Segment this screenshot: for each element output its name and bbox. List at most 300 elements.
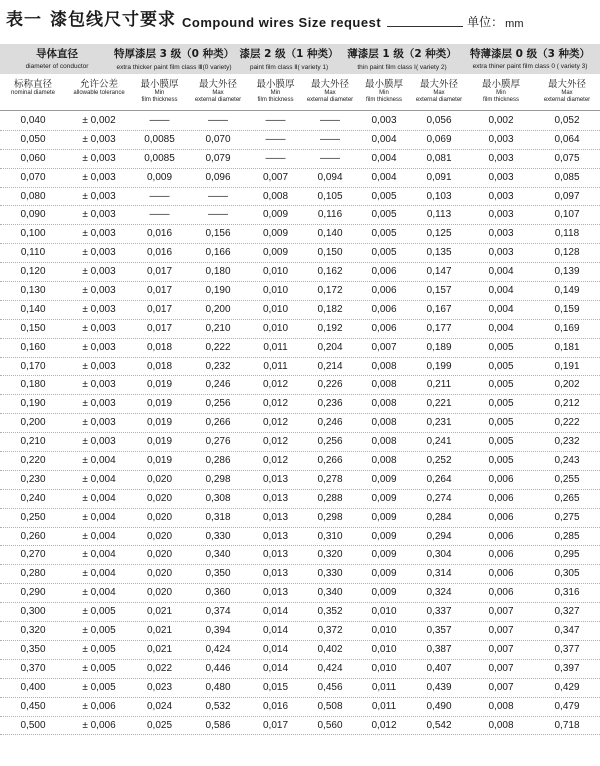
title-text-en: Compound wires Size request: [182, 15, 382, 30]
table-cell: 0,103: [426, 190, 452, 202]
table-cell: 0,017: [262, 719, 289, 731]
table-cell: 0,397: [554, 662, 580, 674]
table-row: [0, 698, 600, 717]
table-cell: 0,014: [262, 606, 289, 618]
table-cell: 0,407: [426, 662, 452, 674]
table-cell: 0,330: [317, 568, 343, 580]
table-cell: 0,005: [371, 247, 397, 259]
table-row: [0, 301, 600, 320]
table-cell: 0,190: [205, 285, 231, 297]
table-cell: 0,304: [426, 549, 452, 561]
table-cell: 0,246: [205, 379, 231, 391]
table-cell: 0,532: [205, 700, 231, 712]
table-cell: 0,255: [554, 473, 580, 485]
table-cell: 0,012: [371, 719, 397, 731]
table-cell: 0,166: [205, 247, 231, 259]
table-cell: 0,011: [371, 681, 397, 693]
table-cell: 0,147: [426, 266, 452, 278]
table-cell: 0,241: [426, 436, 452, 448]
table-cell: 0,182: [317, 303, 343, 315]
table-cell: 0,199: [426, 360, 452, 372]
table-row: [0, 528, 600, 547]
table-cell: 0,424: [205, 643, 231, 655]
table-cell: 0,009: [371, 530, 397, 542]
table-row: [0, 339, 600, 358]
table-cell: 0,330: [205, 530, 231, 542]
table-cell: ——: [208, 190, 228, 202]
table-cell: 0,003: [488, 247, 514, 259]
table-cell: 0,180: [20, 379, 46, 391]
table-cell: 0,202: [554, 379, 580, 391]
table-cell: 0,214: [317, 360, 343, 372]
table-cell: 0,005: [488, 455, 514, 467]
table-cell: 0,007: [488, 681, 514, 693]
table-cell: ± 0,006: [82, 719, 116, 731]
table-cell: 0,340: [205, 549, 231, 561]
table-cell: 0,013: [262, 568, 289, 580]
table-cell: 0,456: [317, 681, 343, 693]
table-cell: ± 0,003: [82, 152, 116, 164]
table-cell: 0,003: [488, 152, 514, 164]
group-header-cn: 导体直径: [36, 48, 78, 60]
table-cell: 0,314: [426, 568, 452, 580]
table-cell: 0,019: [146, 417, 173, 429]
table-cell: 0,008: [371, 379, 397, 391]
table-cell: ——: [265, 152, 286, 164]
table-cell: 0,480: [205, 681, 231, 693]
table-cell: 0,018: [146, 341, 173, 353]
table-cell: ± 0,003: [82, 417, 116, 429]
table-cell: 0,008: [488, 719, 514, 731]
column-header-en: external diameter: [415, 97, 463, 103]
table-cell: 0,352: [317, 606, 343, 618]
column-header-en: Min: [270, 90, 281, 96]
table-row: [0, 679, 600, 698]
table-cell: ± 0,005: [82, 662, 116, 674]
column-header: [132, 76, 187, 104]
table-cell: ± 0,003: [82, 398, 116, 410]
table-cell: 0,010: [262, 285, 289, 297]
table-cell: ± 0,005: [82, 606, 116, 618]
table-cell: 0,226: [317, 379, 343, 391]
table-cell: 0,374: [205, 606, 231, 618]
table-cell: 0,015: [262, 681, 289, 693]
column-header-en: Min: [154, 90, 165, 96]
table-cell: 0,007: [488, 643, 514, 655]
table-cell: 0,212: [554, 398, 580, 410]
table-cell: 0,350: [20, 643, 46, 655]
row-divider: [0, 734, 600, 735]
column-header-en: nominal diamete: [10, 90, 56, 96]
table-cell: 0,024: [146, 700, 173, 712]
table-cell: 0,490: [426, 700, 452, 712]
table-cell: ± 0,004: [82, 549, 116, 561]
table-row: [0, 150, 600, 169]
table-cell: 0,080: [20, 190, 46, 202]
table-cell: 0,014: [262, 662, 289, 674]
table-cell: ——: [208, 209, 228, 221]
table-cell: 0,010: [262, 303, 289, 315]
table-cell: 0,016: [146, 228, 173, 240]
table-cell: ——: [149, 115, 170, 126]
table-cell: 0,070: [20, 171, 46, 183]
table-cell: 0,286: [205, 455, 231, 467]
table-cell: 0,019: [146, 455, 173, 467]
table-cell: 0,439: [426, 681, 452, 693]
column-header-en: Max: [433, 90, 445, 96]
unit-label: 单位：: [467, 15, 504, 29]
table-cell: ——: [320, 133, 340, 145]
table-cell: ± 0,003: [82, 247, 116, 259]
table-cell: 0,284: [426, 511, 452, 523]
table-cell: 0,006: [488, 473, 514, 485]
table-cell: 0,264: [426, 473, 452, 485]
table-cell: 0,016: [262, 700, 289, 712]
table-row: [0, 452, 600, 471]
table-cell: 0,004: [488, 322, 514, 334]
table-cell: 0,149: [554, 285, 580, 297]
table-cell: 0,017: [146, 322, 173, 334]
table-cell: 0,172: [317, 285, 343, 297]
table-cell: 0,246: [317, 417, 343, 429]
table-cell: 0,387: [426, 643, 452, 655]
table-cell: 0,003: [488, 190, 514, 202]
table-cell: 0,266: [317, 455, 343, 467]
table-cell: 0,013: [262, 473, 289, 485]
table-cell: 0,007: [371, 341, 397, 353]
table-cell: 0,012: [262, 379, 289, 391]
table-cell: 0,040: [20, 115, 46, 126]
table-row: [0, 641, 600, 660]
table-cell: 0,295: [554, 549, 580, 561]
table-cell: 0,318: [205, 511, 231, 523]
table-cell: 0,005: [488, 436, 514, 448]
table-cell: 0,294: [426, 530, 452, 542]
table-cell: 0,113: [426, 209, 452, 221]
column-header-en: allowable tolerance: [73, 90, 125, 96]
table-cell: ± 0,004: [82, 587, 116, 599]
table-cell: 0,377: [554, 643, 580, 655]
column-header-en: external diameter: [194, 97, 242, 103]
table-cell: ± 0,006: [82, 700, 116, 712]
table-row: [0, 263, 600, 282]
table-cell: 0,004: [371, 133, 397, 145]
table-cell: 0,008: [488, 700, 514, 712]
table-cell: 0,008: [371, 436, 397, 448]
table-cell: 0,508: [317, 700, 343, 712]
table-cell: 0,243: [554, 455, 580, 467]
table-cell: ± 0,003: [82, 341, 116, 353]
table-cell: 0,070: [205, 133, 231, 145]
table-row: [0, 112, 600, 131]
table-cell: 0,003: [488, 171, 514, 183]
table-cell: 0,190: [20, 398, 46, 410]
table-cell: 0,278: [317, 473, 343, 485]
column-header-row: [0, 76, 600, 110]
table-cell: 0,003: [488, 133, 514, 145]
table-cell: 0,250: [20, 511, 46, 523]
table-cell: 0,110: [20, 247, 46, 259]
table-cell: 0,298: [317, 511, 343, 523]
column-header-en: Max: [212, 90, 224, 96]
table-cell: 0,446: [205, 662, 231, 674]
group-header-class-0: [460, 44, 600, 70]
table-cell: 0,013: [262, 492, 289, 504]
table-cell: ——: [320, 115, 340, 126]
table-cell: 0,560: [317, 719, 343, 731]
table-cell: 0,320: [20, 625, 46, 637]
table-row: [0, 509, 600, 528]
table-cell: ± 0,003: [82, 190, 116, 202]
table-cell: ± 0,004: [82, 455, 116, 467]
table-cell: 0,020: [146, 492, 173, 504]
column-header-cn: 最小膜厚: [140, 79, 179, 90]
table-cell: 0,125: [426, 228, 452, 240]
table-cell: 0,162: [317, 266, 343, 278]
table-cell: 0,003: [488, 228, 514, 240]
table-cell: 0,010: [371, 606, 397, 618]
table-cell: ——: [149, 190, 170, 202]
column-header-en: Max: [324, 90, 336, 96]
table-cell: 0,004: [488, 303, 514, 315]
column-header-cn: 允许公差: [79, 79, 118, 90]
table-row: [0, 584, 600, 603]
group-header-band: [0, 44, 600, 74]
table-cell: 0,320: [317, 549, 343, 561]
table-cell: 0,009: [371, 549, 397, 561]
table-cell: 0,091: [426, 171, 452, 183]
table-cell: 0,116: [317, 209, 343, 221]
column-header: [358, 76, 410, 104]
table-cell: 0,500: [20, 719, 46, 731]
table-cell: 0,056: [426, 115, 452, 126]
table-cell: 0,014: [262, 625, 289, 637]
column-header: [534, 76, 600, 104]
table-cell: 0,128: [554, 247, 580, 259]
table-cell: 0,006: [488, 587, 514, 599]
table-cell: 0,150: [317, 247, 343, 259]
table-cell: 0,288: [317, 492, 343, 504]
table-cell: 0,012: [262, 436, 289, 448]
column-header-en: film thickness: [365, 97, 402, 103]
table-cell: 0,009: [371, 473, 397, 485]
table-cell: ± 0,004: [82, 511, 116, 523]
table-cell: 0,004: [371, 171, 397, 183]
table-cell: 0,222: [205, 341, 231, 353]
table-row: [0, 225, 600, 244]
table-cell: 0,096: [205, 171, 231, 183]
table-row: [0, 131, 600, 150]
table-cell: ± 0,003: [82, 209, 116, 221]
table-cell: 0,012: [262, 398, 289, 410]
table-cell: 0,006: [488, 568, 514, 580]
table-cell: 0,139: [554, 266, 580, 278]
column-header-cn: 最大外径: [547, 79, 586, 90]
table-cell: 0,256: [317, 436, 343, 448]
table-row: [0, 206, 600, 225]
table-cell: 0,479: [554, 700, 580, 712]
group-header-class-1: [344, 44, 460, 71]
table-cell: 0,170: [20, 360, 46, 372]
table-cell: 0,025: [146, 719, 173, 731]
table-cell: 0,298: [205, 473, 231, 485]
table-cell: 0,006: [488, 530, 514, 542]
table-cell: 0,300: [20, 606, 46, 618]
table-cell: ——: [265, 115, 286, 126]
table-cell: 0,009: [371, 492, 397, 504]
table-cell: 0,003: [488, 209, 514, 221]
table-cell: 0,007: [488, 606, 514, 618]
table-cell: 0,006: [371, 285, 397, 297]
table-row: [0, 490, 600, 509]
table-row: [0, 358, 600, 377]
table-cell: 0,016: [146, 247, 173, 259]
table-cell: 0,157: [426, 285, 452, 297]
table-cell: ± 0,003: [82, 228, 116, 240]
table-cell: 0,013: [262, 511, 289, 523]
table-cell: 0,060: [20, 152, 46, 164]
table-cell: 0,020: [146, 530, 173, 542]
table-cell: 0,009: [371, 511, 397, 523]
column-header-cn: 最小膜厚: [256, 79, 295, 90]
table-cell: 0,424: [317, 662, 343, 674]
table-cell: 0,019: [146, 398, 173, 410]
table-cell: ——: [320, 152, 340, 164]
table-cell: 0,156: [205, 228, 231, 240]
table-cell: 0,308: [205, 492, 231, 504]
table-cell: 0,008: [371, 398, 397, 410]
column-header-cn: 标称直径: [13, 79, 52, 90]
table-cell: 0,340: [317, 587, 343, 599]
table-cell: 0,007: [262, 171, 289, 183]
table-cell: 0,008: [262, 190, 289, 202]
table-cell: 0,135: [426, 247, 452, 259]
table-cell: ± 0,003: [82, 379, 116, 391]
table-cell: 0,140: [20, 303, 46, 315]
table-cell: 0,200: [205, 303, 231, 315]
table-cell: ——: [149, 209, 170, 221]
table-cell: 0,210: [205, 322, 231, 334]
table-cell: 0,211: [426, 379, 452, 391]
table-cell: 0,159: [554, 303, 580, 315]
table-cell: 0,316: [554, 587, 580, 599]
table-cell: ± 0,005: [82, 625, 116, 637]
table-cell: 0,167: [426, 303, 452, 315]
table-cell: 0,079: [205, 152, 231, 164]
table-row: [0, 169, 600, 188]
table-cell: 0,005: [488, 360, 514, 372]
table-cell: 0,350: [205, 568, 231, 580]
table-cell: 0,010: [371, 662, 397, 674]
table-cell: ± 0,004: [82, 473, 116, 485]
table-cell: 0,260: [20, 530, 46, 542]
table-cell: 0,280: [20, 568, 46, 580]
table-cell: 0,006: [488, 492, 514, 504]
table-row: [0, 622, 600, 641]
column-header-cn: 最大外径: [310, 79, 349, 90]
table-cell: 0,009: [262, 228, 289, 240]
table-cell: ± 0,004: [82, 568, 116, 580]
table-cell: 0,100: [20, 228, 46, 240]
table-cell: 0,429: [554, 681, 580, 693]
table-cell: 0,020: [146, 549, 173, 561]
table-cell: 0,005: [488, 398, 514, 410]
group-header-en: diameter of conductor: [25, 63, 89, 70]
table-cell: ± 0,005: [82, 643, 116, 655]
table-cell: 0,023: [146, 681, 173, 693]
table-cell: ± 0,005: [82, 681, 116, 693]
group-header-en: paint film class Ⅱ( variety 1): [249, 64, 329, 71]
table-cell: 0,177: [426, 322, 452, 334]
table-cell: 0,005: [371, 190, 397, 202]
table-cell: 0,020: [146, 511, 173, 523]
table-cell: 0,450: [20, 700, 46, 712]
table-cell: 0,150: [20, 322, 46, 334]
table-cell: 0,081: [426, 152, 452, 164]
table-cell: 0,357: [426, 625, 452, 637]
title-label-cn: 表一: [6, 10, 42, 30]
table-cell: ± 0,003: [82, 360, 116, 372]
table-body: [0, 112, 600, 735]
table-cell: 0,094: [317, 171, 343, 183]
table-cell: 0,005: [488, 379, 514, 391]
table-cell: 0,140: [317, 228, 343, 240]
table-cell: 0,327: [554, 606, 580, 618]
column-header-en: Min: [379, 90, 389, 96]
table-cell: 0,013: [262, 549, 289, 561]
table-cell: 0,020: [146, 568, 173, 580]
table-cell: 0,180: [205, 266, 231, 278]
table-cell: 0,372: [317, 625, 343, 637]
table-cell: 0,008: [371, 455, 397, 467]
table-cell: 0,021: [146, 643, 173, 655]
table-row: [0, 546, 600, 565]
table-cell: 0,210: [20, 436, 46, 448]
table-cell: 0,231: [426, 417, 452, 429]
table-cell: 0,232: [554, 436, 580, 448]
table-cell: 0,052: [554, 115, 580, 126]
table-cell: 0,337: [426, 606, 452, 618]
table-cell: 0,020: [146, 473, 173, 485]
table-cell: 0,013: [262, 587, 289, 599]
table-cell: 0,305: [554, 568, 580, 580]
table-cell: 0,006: [488, 511, 514, 523]
table-cell: 0,050: [20, 133, 46, 145]
column-header-en: Min: [496, 90, 506, 96]
table-cell: ± 0,003: [82, 285, 116, 297]
table-cell: ± 0,004: [82, 492, 116, 504]
group-header-en: extra thicker paint film class Ⅲ(0 variety): [116, 64, 232, 71]
table-cell: 0,009: [146, 171, 173, 183]
column-header-en: external diameter: [306, 97, 354, 103]
table-cell: 0,012: [262, 455, 289, 467]
table-cell: 0,270: [20, 549, 46, 561]
table-cell: 0,010: [262, 266, 289, 278]
table-cell: ± 0,003: [82, 436, 116, 448]
column-header: [0, 76, 66, 97]
table-cell: 0,005: [488, 341, 514, 353]
table-cell: 0,006: [488, 549, 514, 561]
table-cell: 0,232: [205, 360, 231, 372]
table-cell: 0,169: [554, 322, 580, 334]
table-cell: 0,130: [20, 285, 46, 297]
table-row: [0, 188, 600, 207]
table-cell: 0,020: [146, 587, 173, 599]
table-cell: 0,012: [262, 417, 289, 429]
table-cell: 0,402: [317, 643, 343, 655]
table-cell: 0,200: [20, 417, 46, 429]
table-cell: 0,002: [488, 115, 514, 126]
